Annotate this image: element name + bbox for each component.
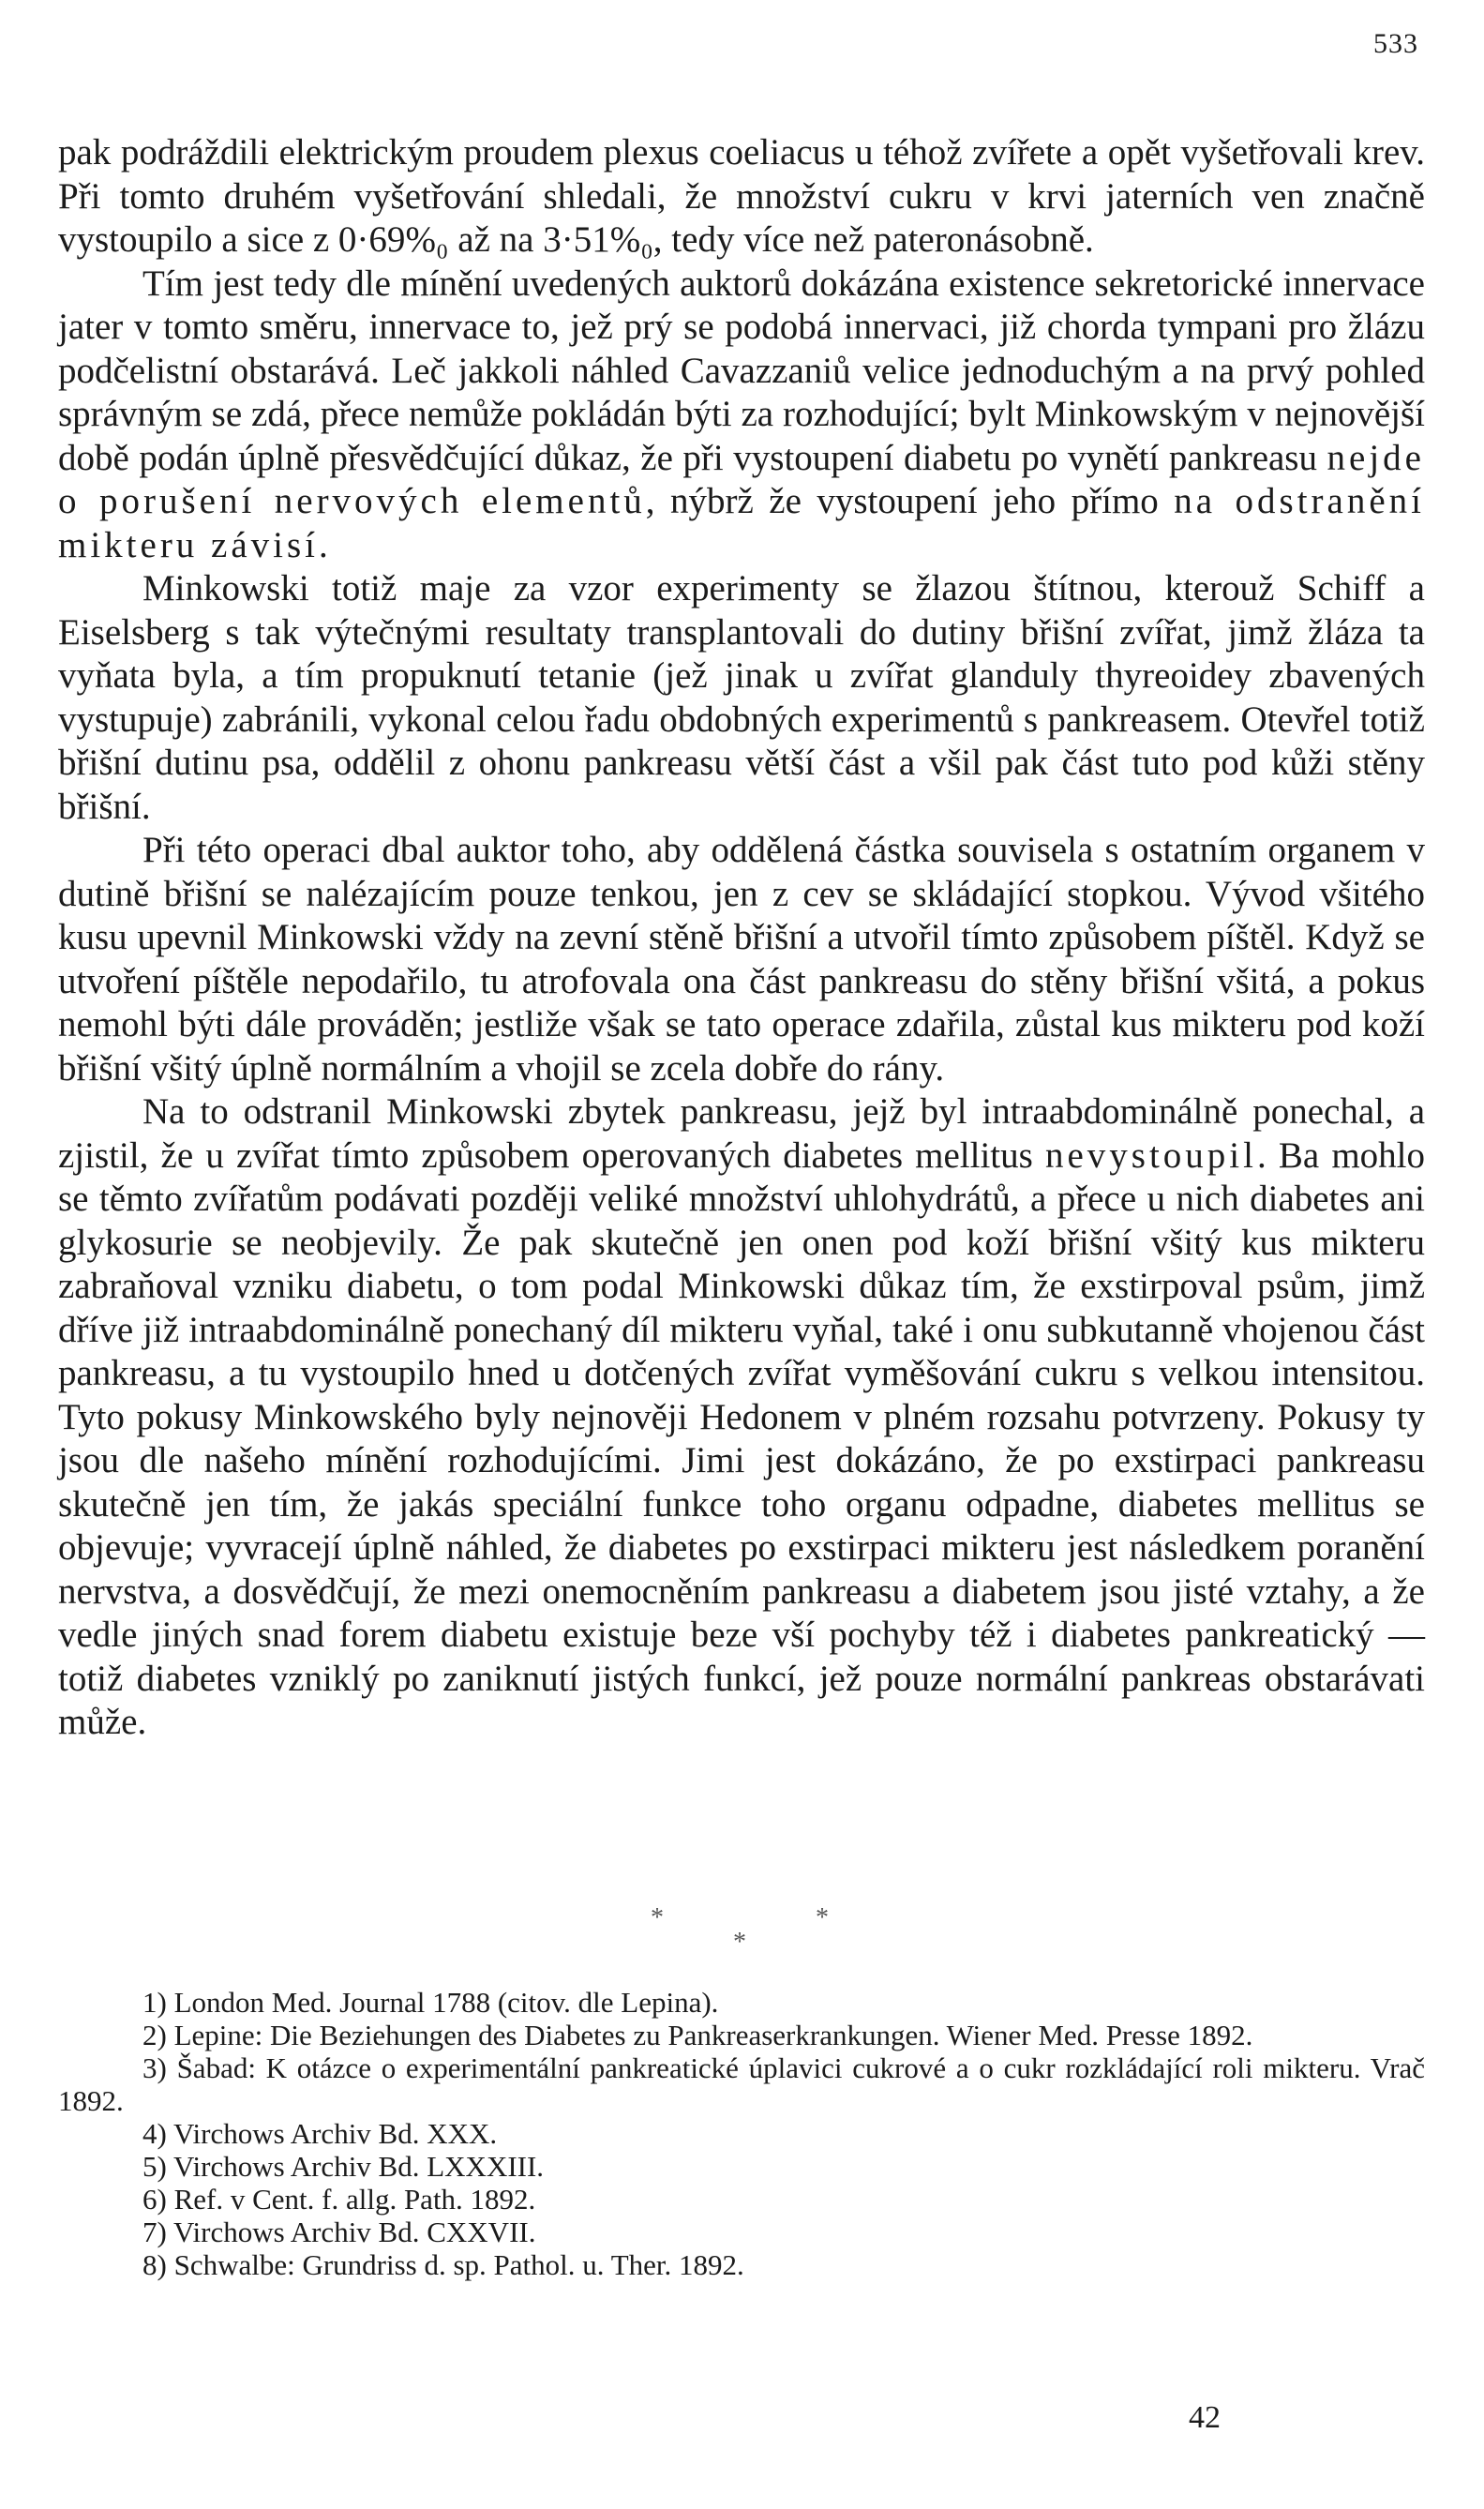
paragraph-5-emphasis: nevystoupil bbox=[1044, 1134, 1257, 1176]
permille-sign-2: %₀ bbox=[609, 219, 653, 260]
footnote-6: 6) Ref. v Cent. f. allg. Path. 1892. bbox=[142, 2183, 536, 2216]
paragraph-3: Minkowski totiž maje za vzor experimenty se žlazou štítnou, kterouž Schiff a Eiselsberg s tak výtečnými resultaty transplantovali do dutiny břišní zvířat, jimž žláza ta vyňata byla, a tím propuknutí tetanie (jež jinak u zvířat glanduly thyreoidey zbavených vystupuje) zabránili, vykonal celou řadu obdobných experimentů s pankreasem. Otevřel totiž břišní dutinu psa, oddělil z ohonu pankreasu větší část a všil pak část tuto pod kůži stěny břišní. bbox=[58, 568, 1425, 827]
paragraph-1-text-c: , tedy více než pateronásobně. bbox=[652, 219, 1094, 260]
paragraph-2-emphasis-1: nejde o porušení nervových elementů bbox=[58, 437, 1425, 521]
footnote-7: 7) Virchows Archiv Bd. CXXVII. bbox=[142, 2216, 536, 2248]
signature-mark: 42 bbox=[1189, 2400, 1221, 2435]
paragraph-5 bbox=[58, 1090, 1425, 1745]
paragraph-2 bbox=[58, 263, 1425, 568]
asterisk-left: * bbox=[651, 1903, 664, 1932]
body-text bbox=[58, 131, 1425, 1745]
footnotes bbox=[58, 1986, 1425, 2281]
paragraph-1 bbox=[58, 131, 1425, 263]
paragraph-4: Při této operaci dbal auktor toho, aby oddělená částka souvisela s ostatním organem v dutině břišní se nalézajícím pouze tenkou, jen z cev se skládající stopkou. Vývod všitého kusu upevnil Minkowski vždy na zevní stěně břišní a utvořil tímto způsobem píštěl. Když se utvoření píštěle nepodařilo, tu atrofovala ona část pankreasu do stěny břišní všitá, a pokus nemohl býti dále prováděn; jestliže však se tato operace zdařila, zůstal kus mikteru pod koží břišní všitý úplně normálním a vhojil se zcela dobře do rány. bbox=[58, 830, 1425, 1089]
paragraph-2-text-a: Tím jest tedy dle mínění uvedených auktorů dokázána existence sekretorické innervace jater v tomto směru, innervace to, jež prý se podobá innervaci, již chorda tympani pro žlázu podčelistní obstarává. Leč jakkoli náhled Cavazzaniů velice jednoduchým a na prvý pohled správným se zdá, přece nemůže pokládán býti za rozhodující; bylt Minkowským v nejnovější době podán úplně přesvědčující důkaz, že při vystoupení diabetu po vynětí pankreasu bbox=[58, 263, 1425, 478]
asterisk-center: * bbox=[733, 1928, 746, 1957]
footnote-2: 2) Lepine: Die Beziehungen des Diabetes zu Pankreaserkrankungen. Wiener Med. Presse 1892. bbox=[142, 2019, 1253, 2051]
paragraph-1-text-a: pak podráždili elektrickým proudem plexus coeliacus u téhož zvířete a opět vyšetřovali krev. Při tomto druhém vyšetřování shledali, že množství cukru v krvi jaterních ven značně vystoupilo a sice z 0·69 bbox=[58, 132, 1425, 260]
footnote-5: 5) Virchows Archiv Bd. LXXXIII. bbox=[142, 2150, 545, 2183]
footnote-8: 8) Schwalbe: Grundriss d. sp. Pathol. u. Ther. 1892. bbox=[142, 2248, 744, 2281]
paragraph-1-text-b: až na 3·51 bbox=[448, 219, 610, 260]
paragraph-2-emphasis-2: na odstranění mikteru závisí bbox=[58, 481, 1426, 565]
paragraph-5-text-a: Na to odstranil Minkowski zbytek pankreasu, jejž byl intraabdominálně ponechal, a zjistil, že u zvířat tímto způsobem operovaných diabetes mellitus bbox=[58, 1091, 1425, 1176]
paragraph-5-text-b: . Ba mohlo se těmto zvířatům podávati později veliké množství uhlohydrátů, a přece u nich diabetes ani glykosurie se neobjevily. Že pak skutečně jen onen pod koží břišní všitý kus mikteru zabraňoval vzniku diabetu, o tom podal Minkowski důkaz tím, že exstirpoval psům, jimž dříve již intraabdominálně ponechaný díl mikteru vyňal, také i onu subkutanně vhojenou část pankreasu, a tu vystoupilo hned u dotčených zvířat vyměšování cukru s velkou intensitou. Tyto pokusy Minkowského byly nejnověji Hedonem v plném rozsahu potvrzeny. Pokusy ty jsou dle našeho mínění rozhodujícími. Jimi jest dokázáno, že po exstirpaci pankreasu skutečně jen tím, že jakás speciální funkce toho organu odpadne, diabetes mellitus se objevuje; vyvracejí úplně náhled, že diabetes po exstirpaci mikteru jest následkem poranění nervstva, a dosvědčují, že mezi onemocněním pankreasu a diabetem jsou jisté vztahy, a že vedle jiných snad forem diabetu existuje beze vší pochyby též i diabetes pankreatický — totiž diabetes vzniklý po zaniknutí jistých funkcí, jež pouze normální pankreas obstarávati může. bbox=[58, 1134, 1425, 1742]
paragraph-2-text-c: . bbox=[319, 524, 328, 565]
asterisk-right: * bbox=[816, 1903, 829, 1932]
footnote-1: 1) London Med. Journal 1788 (citov. dle Lepina). bbox=[142, 1986, 719, 2019]
page-number: 533 bbox=[1373, 28, 1418, 59]
footnote-4: 4) Virchows Archiv Bd. XXX. bbox=[142, 2117, 498, 2150]
asterism-separator bbox=[0, 1903, 1484, 1978]
footnote-3: 3) Šabad: K otázce o experimentální pankreatické úplavici cukrové a o cukr rozkládající roli mikteru. Vrač 1892. bbox=[58, 2051, 1425, 2117]
permille-sign-1: %₀ bbox=[405, 219, 449, 260]
paragraph-2-text-b: , nýbrž že vystoupení jeho přímo bbox=[645, 481, 1175, 521]
